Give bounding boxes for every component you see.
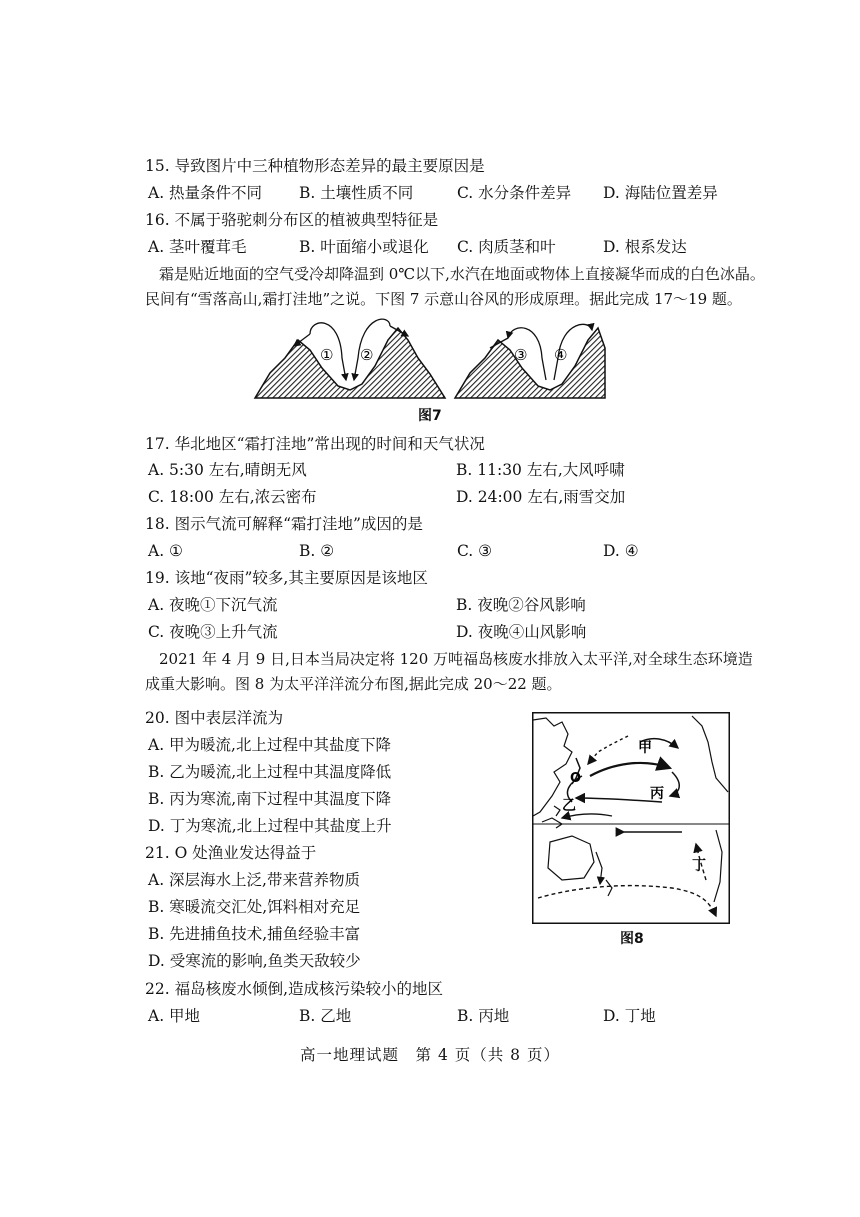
q16-option-b: B. 叶面缩小或退化 bbox=[299, 238, 429, 256]
q15-option-b: B. 土壤性质不同 bbox=[299, 184, 414, 202]
q20-stem: 20. 图中表层洋流为 bbox=[145, 709, 284, 727]
q21-option-d: D. 受寒流的影响,鱼类天敌较少 bbox=[148, 952, 361, 970]
q17-option-c: C. 18:00 左右,浓云密布 bbox=[148, 488, 317, 506]
q18-option-c: C. ③ bbox=[457, 542, 493, 560]
q19-option-d: D. 夜晚④山风影响 bbox=[456, 623, 587, 641]
q22-option-a: A. 甲地 bbox=[148, 1007, 201, 1025]
q16-option-a: A. 茎叶覆茸毛 bbox=[148, 238, 247, 256]
q17-option-d: D. 24:00 左右,雨雪交加 bbox=[456, 488, 626, 506]
q18-option-b: B. ② bbox=[299, 542, 335, 560]
q21-stem: 21. O 处渔业发达得益于 bbox=[145, 844, 317, 862]
fig8-label-yi: 乙 bbox=[562, 798, 576, 814]
q18-stem: 18. 图示气流可解释“霜打洼地”成因的是 bbox=[145, 515, 423, 533]
q19-option-a: A. 夜晚①下沉气流 bbox=[148, 596, 278, 614]
fig8-label-o: O bbox=[570, 771, 582, 786]
fig7-marker-4: ④ bbox=[554, 346, 568, 364]
q15-option-a: A. 热量条件不同 bbox=[148, 184, 263, 202]
q15-option-d: D. 海陆位置差异 bbox=[603, 184, 718, 202]
q17-option-a: A. 5:30 左右,晴朗无风 bbox=[148, 461, 307, 479]
q20-option-c: B. 丙为寒流,南下过程中其温度下降 bbox=[148, 790, 392, 808]
q20-option-b: B. 乙为暖流,北上过程中其温度降低 bbox=[148, 763, 392, 781]
q19-option-b: B. 夜晚②谷风影响 bbox=[456, 596, 586, 614]
passage-fukushima-text: 2021 年 4 月 9 日,日本当局决定将 120 万吨福岛核废水排放入太平洋,对全球生态环境造成重大影响。图 8 为太平洋洋流分布图,据此完成 20～22 题。 bbox=[145, 650, 753, 693]
q15-stem: 15. 导致图片中三种植物形态差异的最主要原因是 bbox=[145, 157, 485, 175]
q16-stem: 16. 不属于骆驼刺分布区的植被典型特征是 bbox=[145, 211, 439, 229]
q22-option-b: B. 乙地 bbox=[299, 1007, 352, 1025]
q15-option-c: C. 水分条件差异 bbox=[457, 184, 572, 202]
fig7-marker-3: ③ bbox=[514, 346, 528, 364]
q21-option-b: B. 寒暖流交汇处,饵料相对充足 bbox=[148, 898, 361, 916]
q20-option-d: D. 丁为寒流,北上过程中其盐度上升 bbox=[148, 817, 392, 835]
q16-option-c: C. 肉质茎和叶 bbox=[457, 238, 556, 256]
figure-7-caption: 图7 bbox=[418, 408, 442, 424]
q22-stem: 22. 福岛核废水倾倒,造成核污染较小的地区 bbox=[145, 980, 444, 998]
fig7-marker-2: ② bbox=[360, 346, 374, 364]
q18-option-a: A. ① bbox=[148, 542, 183, 560]
fig8-label-bing: 丙 bbox=[650, 786, 664, 802]
q17-stem: 17. 华北地区“霜打洼地”常出现的时间和天气状况 bbox=[145, 435, 485, 453]
q22-option-c: B. 丙地 bbox=[457, 1007, 510, 1025]
q19-stem: 19. 该地“夜雨”较多,其主要原因是该地区 bbox=[145, 569, 428, 587]
fig7-marker-1: ① bbox=[320, 346, 334, 364]
figure-8-pacific-currents-map bbox=[532, 712, 730, 924]
fig8-label-jia: 甲 bbox=[638, 740, 652, 756]
passage-frost bbox=[145, 262, 765, 312]
q16-option-d: D. 根系发达 bbox=[603, 238, 687, 256]
q17-option-b: B. 11:30 左右,大风呼啸 bbox=[456, 461, 625, 479]
q20-option-a: A. 甲为暖流,北上过程中其盐度下降 bbox=[148, 736, 391, 754]
figure-7-mountain-valley-wind bbox=[250, 318, 610, 400]
page-footer: 高一地理试题 第 4 页（共 8 页） bbox=[300, 1046, 560, 1064]
q22-option-d: D. 丁地 bbox=[603, 1007, 656, 1025]
passage-fukushima bbox=[145, 647, 765, 697]
q21-option-a: A. 深层海水上泛,带来营养物质 bbox=[148, 871, 360, 889]
q19-option-c: C. 夜晚③上升气流 bbox=[148, 623, 278, 641]
fig8-label-ding: 丁 bbox=[692, 858, 706, 874]
q18-option-d: D. ④ bbox=[603, 542, 639, 560]
q21-option-c: B. 先进捕鱼技术,捕鱼经验丰富 bbox=[148, 925, 361, 943]
passage-frost-text: 霜是贴近地面的空气受冷却降温到 0℃以下,水汽在地面或物体上直接凝华而成的白色冰晶。民间有“雪落高山,霜打洼地”之说。下图 7 示意山谷风的形成原理。据此完成 17～19 题。 bbox=[145, 265, 765, 308]
figure-8-caption: 图8 bbox=[620, 931, 644, 947]
